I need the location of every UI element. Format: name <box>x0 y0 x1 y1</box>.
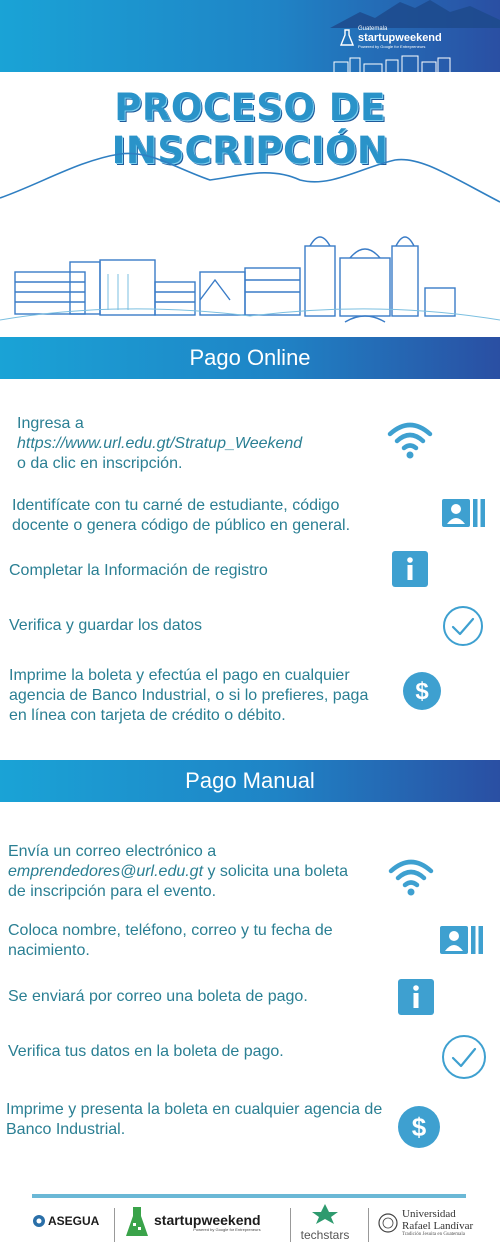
footer-divider <box>32 1194 466 1198</box>
asegua-name: ASEGUA <box>48 1214 100 1228</box>
checkmark-icon <box>441 1034 487 1080</box>
manual-step-3: Se enviará por correo una boleta de pago. <box>8 988 308 1005</box>
info-icon <box>398 979 434 1015</box>
manual-step-1-rest: y solicita una boleta de inscripción para el evento. <box>8 863 349 900</box>
url-tagline: Tradición Jesuita en Guatemala <box>402 1232 465 1237</box>
manual-step-1 <box>8 842 368 902</box>
checkmark-icon <box>442 605 484 647</box>
page-title: PROCESO DE INSCRIPCIÓN <box>111 86 389 172</box>
manual-step-1-body <box>8 862 368 902</box>
manual-step-1-email[interactable]: emprendedores@url.edu.gt <box>8 863 204 880</box>
star-icon <box>308 1204 342 1224</box>
dollar-icon <box>403 672 441 710</box>
flask-icon <box>340 29 354 47</box>
online-step-2: Identifícate con tu carné de estudiante, código docente o genera código de público en general. <box>12 497 351 534</box>
gear-icon <box>32 1214 46 1228</box>
mountain-icon <box>330 0 500 28</box>
flask-icon <box>124 1205 150 1239</box>
svg-text:$: $ <box>411 1112 427 1142</box>
online-step-4: Verifica y guardar los datos <box>9 617 202 634</box>
footer-separator <box>290 1208 291 1242</box>
svg-text:$: $ <box>415 678 429 705</box>
online-step-1 <box>17 414 377 474</box>
online-step-3: Completar la Información de registro <box>9 562 268 579</box>
logo-powered: Powered by Google for Entrepreneurs <box>358 44 426 49</box>
section-header-pago-online: Pago Online <box>0 337 500 379</box>
techstars-logo <box>298 1204 352 1241</box>
wifi-icon <box>386 418 434 460</box>
logo-subtitle: Guatemala <box>358 26 388 32</box>
wifi-icon <box>387 855 435 897</box>
online-step-5: Imprime la boleta y efectúa el pago en cualquier agencia de Banco Industrial, o si lo prefieres, paga en línea con tarjeta de crédito o débito. <box>9 667 369 724</box>
footer-separator <box>114 1208 115 1242</box>
footer-startupweekend-logo <box>124 1205 261 1239</box>
dollar-icon <box>398 1106 440 1148</box>
online-step-1-link[interactable]: https://www.url.edu.gt/Stratup_Weekend <box>17 435 303 452</box>
startupweekend-logo <box>340 26 442 49</box>
id-card-icon <box>440 925 484 955</box>
university-seal-icon <box>378 1212 398 1234</box>
url-name-line1: Universidad <box>402 1208 456 1220</box>
url-logo <box>378 1208 473 1237</box>
logo-name: startupweekend <box>358 32 442 44</box>
footer-startupweekend-name: startupweekend <box>154 1211 261 1228</box>
manual-step-4: Verifica tus datos en la boleta de pago. <box>8 1043 284 1060</box>
manual-step-1-line1: Envía un correo electrónico a <box>8 843 217 860</box>
footer-separator <box>368 1208 369 1242</box>
online-step-1-line3: o da clic en inscripción. <box>17 455 183 472</box>
asegua-logo <box>32 1214 99 1228</box>
footer-startupweekend-powered: Powered by Google for Entrepreneurs <box>193 1226 261 1232</box>
id-card-icon <box>442 498 486 528</box>
manual-step-2: Coloca nombre, teléfono, correo y tu fecha de nacimiento. <box>8 922 333 959</box>
online-step-1-line1: Ingresa a <box>17 415 84 432</box>
info-icon <box>392 551 428 587</box>
city-illustration <box>0 150 500 335</box>
techstars-name: techstars <box>300 1228 350 1242</box>
city-skyline-icon <box>330 52 455 74</box>
url-name-line2: Rafael Landívar <box>402 1220 474 1232</box>
section-header-pago-manual: Pago Manual <box>0 760 500 802</box>
manual-step-5: Imprime y presenta la boleta en cualquier agencia de Banco Industrial. <box>6 1101 383 1138</box>
